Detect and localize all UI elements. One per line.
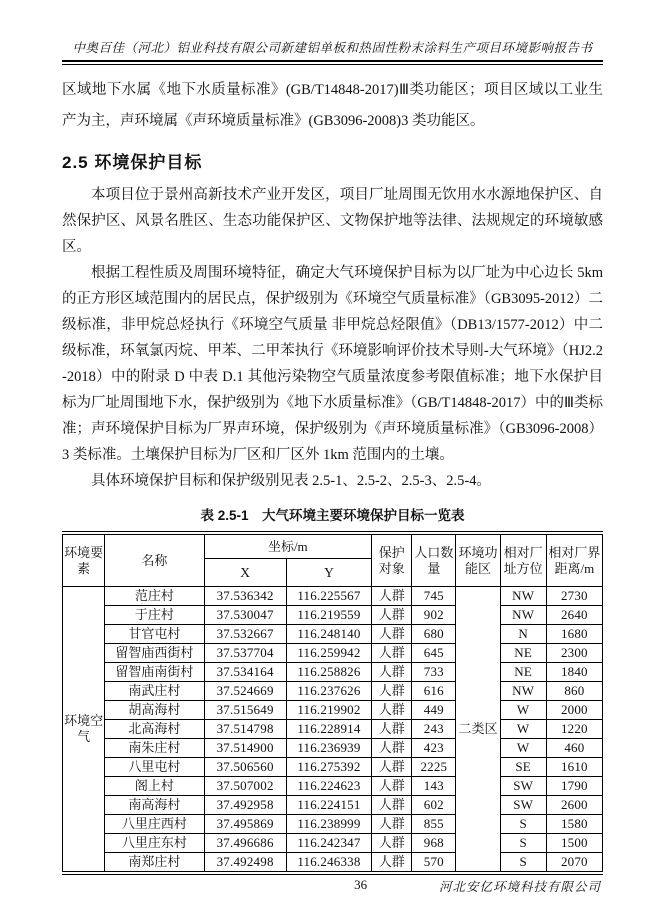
table-row	[63, 644, 603, 663]
table-row	[63, 701, 603, 720]
table-row	[63, 796, 603, 815]
direction-cell: W	[500, 720, 546, 739]
coord-x-cell: 37.530047	[204, 606, 286, 625]
element-cell: 环境空气	[63, 587, 105, 874]
population-cell: 602	[412, 796, 456, 815]
distance-cell: 860	[546, 682, 602, 701]
coord-x-cell: 37.492498	[204, 853, 286, 874]
section-heading: 2.5 环境保护目标	[62, 153, 203, 172]
population-cell: 143	[412, 777, 456, 796]
distance-cell: 1500	[546, 834, 602, 853]
village-name-cell: 南郑庄村	[105, 853, 204, 874]
population-cell: 902	[412, 606, 456, 625]
table-row	[63, 682, 603, 701]
village-name-cell: 胡高海村	[105, 701, 204, 720]
direction-cell: SW	[500, 777, 546, 796]
paragraph-protection-targets: 根据工程性质及周围环境特征，确定大气环境保护目标为以厂址为中心边长 5km 的正方形区域范围内的居民点，保护级别为《环境空气质量标准》（GB3095-2012）二级标准，非甲烷总烃执行《环境空气质量 非甲烷总烃限值》（DB13/1577-2012）中二级标准，环氧氯丙烷、甲苯、二甲苯执行《环境影响评价技术导则-大气环境》（HJ2.2-2018）中的附录 D 中表 D.1 其他污染物空气质量浓度参考限值标准；地下水保护目标为厂址周围地下水，保护级别为《地下水质量标准》（GB/T14848-2017）中的Ⅲ类标准；声环境保护目标为厂界声环境，保护级别为《声环境质量标准》（GB3096-2008）3 类标准。土壤保护目标为厂区和厂区外 1km 范围内的土壤。	[62, 265, 603, 463]
village-name-cell: 留智庙西街村	[105, 644, 204, 663]
coord-y-cell: 116.228914	[286, 720, 371, 739]
direction-cell: NW	[500, 682, 546, 701]
table-row	[63, 720, 603, 739]
village-name-cell: 阁上村	[105, 777, 204, 796]
village-name-cell: 南武庄村	[105, 682, 204, 701]
coord-y-cell: 116.236939	[286, 739, 371, 758]
village-name-cell: 八里庄东村	[105, 834, 204, 853]
population-cell: 449	[412, 701, 456, 720]
coord-x-cell: 37.536342	[204, 587, 286, 606]
direction-cell: NW	[500, 606, 546, 625]
coord-x-cell: 37.506560	[204, 758, 286, 777]
distance-cell: 1220	[546, 720, 602, 739]
coord-y-cell: 116.275392	[286, 758, 371, 777]
coord-x-cell: 37.524669	[204, 682, 286, 701]
direction-cell: S	[500, 853, 546, 874]
distance-cell: 2070	[546, 853, 602, 874]
direction-cell: NE	[500, 644, 546, 663]
distance-cell: 2300	[546, 644, 602, 663]
distance-cell: 1580	[546, 815, 602, 834]
distance-cell: 460	[546, 739, 602, 758]
distance-cell: 2600	[546, 796, 602, 815]
header-distance: 相对厂界距离/m	[546, 533, 602, 587]
village-name-cell: 范庄村	[105, 587, 204, 606]
population-cell: 243	[412, 720, 456, 739]
coord-y-cell: 116.219559	[286, 606, 371, 625]
table-row	[63, 663, 603, 682]
page-number: 36	[354, 877, 368, 892]
protect-object-cell: 人群	[372, 701, 412, 720]
protect-object-cell: 人群	[372, 777, 412, 796]
table-row	[63, 606, 603, 625]
page-footer	[62, 871, 603, 896]
protect-object-cell: 人群	[372, 625, 412, 644]
header-direction: 相对厂址方位	[500, 533, 546, 587]
table-row	[63, 777, 603, 796]
footer-company: 河北安亿环境科技有限公司	[438, 879, 601, 894]
coord-y-cell: 116.246338	[286, 853, 371, 874]
protect-object-cell: 人群	[372, 587, 412, 606]
distance-cell: 1790	[546, 777, 602, 796]
population-cell: 968	[412, 834, 456, 853]
coord-x-cell: 37.515649	[204, 701, 286, 720]
protect-object-cell: 人群	[372, 834, 412, 853]
table-row	[63, 815, 603, 834]
coord-y-cell: 116.219902	[286, 701, 371, 720]
population-cell: 855	[412, 815, 456, 834]
report-title: 中奥百佳（河北）铝业科技有限公司新建铝单板和热固性粉末涂料生产项目环境影响报告书	[62, 38, 603, 62]
paragraph-table-reference: 具体环境保护目标和保护级别见表 2.5-1、2.5-2、2.5-3、2.5-4。	[91, 473, 491, 489]
table-body	[63, 587, 603, 874]
protect-object-cell: 人群	[372, 853, 412, 874]
table-header-row-1	[63, 533, 603, 559]
page-header	[62, 38, 603, 65]
coord-x-cell: 37.492958	[204, 796, 286, 815]
village-name-cell: 北高海村	[105, 720, 204, 739]
header-zone: 环境功能区	[456, 533, 500, 587]
direction-cell: S	[500, 834, 546, 853]
distance-cell: 1680	[546, 625, 602, 644]
population-cell: 745	[412, 587, 456, 606]
direction-cell: N	[500, 625, 546, 644]
coord-y-cell: 116.259942	[286, 644, 371, 663]
protection-targets-table	[62, 531, 603, 875]
population-cell: 423	[412, 739, 456, 758]
population-cell: 680	[412, 625, 456, 644]
header-rule	[62, 64, 603, 65]
table-row	[63, 625, 603, 644]
village-name-cell: 甘官屯村	[105, 625, 204, 644]
protect-object-cell: 人群	[372, 815, 412, 834]
coord-x-cell: 37.532667	[204, 625, 286, 644]
village-name-cell: 八里庄西村	[105, 815, 204, 834]
direction-cell: W	[500, 701, 546, 720]
village-name-cell: 八里屯村	[105, 758, 204, 777]
header-object: 保护对象	[372, 533, 412, 587]
header-x: X	[204, 559, 286, 587]
table-header	[63, 533, 603, 587]
header-coord: 坐标/m	[204, 533, 372, 559]
footer-inner	[62, 872, 603, 896]
village-name-cell: 南朱庄村	[105, 739, 204, 758]
coord-y-cell: 116.238999	[286, 815, 371, 834]
coord-x-cell: 37.514900	[204, 739, 286, 758]
coord-x-cell: 37.496686	[204, 834, 286, 853]
protect-object-cell: 人群	[372, 758, 412, 777]
protect-object-cell: 人群	[372, 796, 412, 815]
population-cell: 2225	[412, 758, 456, 777]
coord-x-cell: 37.495869	[204, 815, 286, 834]
population-cell: 570	[412, 853, 456, 874]
protect-object-cell: 人群	[372, 720, 412, 739]
coord-y-cell: 116.224623	[286, 777, 371, 796]
distance-cell: 1840	[546, 663, 602, 682]
protect-object-cell: 人群	[372, 644, 412, 663]
table-row	[63, 834, 603, 853]
coord-y-cell: 116.242347	[286, 834, 371, 853]
paragraph-functional-zones: 区域地下水属《地下水质量标准》(GB/T14848-2017)Ⅲ类功能区；项目区域以工业生产为主，声环境属《声环境质量标准》(GB3096-2008)3 类功能区。	[62, 82, 603, 129]
population-cell: 733	[412, 663, 456, 682]
header-y: Y	[286, 559, 371, 587]
population-cell: 616	[412, 682, 456, 701]
distance-cell: 2730	[546, 587, 602, 606]
coord-y-cell: 116.248140	[286, 625, 371, 644]
distance-cell: 2640	[546, 606, 602, 625]
table-row	[63, 739, 603, 758]
paragraph-sensitive-areas: 本项目位于景州高新技术产业开发区，项目厂址周围无饮用水水源地保护区、自然保护区、风景名胜区、生态功能保护区、文物保护地等法律、法规规定的环境敏感区。	[62, 187, 603, 255]
direction-cell: S	[500, 815, 546, 834]
village-name-cell: 南高海村	[105, 796, 204, 815]
coord-x-cell: 37.507002	[204, 777, 286, 796]
distance-cell: 2000	[546, 701, 602, 720]
protect-object-cell: 人群	[372, 739, 412, 758]
table-caption: 表 2.5-1 大气环境主要环境保护目标一览表	[200, 508, 465, 523]
coord-x-cell: 37.534164	[204, 663, 286, 682]
coord-x-cell: 37.514798	[204, 720, 286, 739]
direction-cell: W	[500, 739, 546, 758]
coord-y-cell: 116.237626	[286, 682, 371, 701]
coord-y-cell: 116.224151	[286, 796, 371, 815]
document-body	[62, 66, 603, 875]
coord-y-cell: 116.258826	[286, 663, 371, 682]
protect-object-cell: 人群	[372, 606, 412, 625]
coord-y-cell: 116.225567	[286, 587, 371, 606]
coord-x-cell: 37.537704	[204, 644, 286, 663]
header-population: 人口数量	[412, 533, 456, 587]
distance-cell: 1610	[546, 758, 602, 777]
direction-cell: NW	[500, 587, 546, 606]
village-name-cell: 于庄村	[105, 606, 204, 625]
direction-cell: SW	[500, 796, 546, 815]
table-row	[63, 853, 603, 874]
direction-cell: SE	[500, 758, 546, 777]
header-element: 环境要素	[63, 533, 105, 587]
village-name-cell: 留智庙南街村	[105, 663, 204, 682]
header-name: 名称	[105, 533, 204, 587]
direction-cell: NE	[500, 663, 546, 682]
population-cell: 645	[412, 644, 456, 663]
zone-cell: 二类区	[456, 587, 500, 874]
protect-object-cell: 人群	[372, 682, 412, 701]
table-row	[63, 758, 603, 777]
table-row	[63, 587, 603, 606]
protect-object-cell: 人群	[372, 663, 412, 682]
